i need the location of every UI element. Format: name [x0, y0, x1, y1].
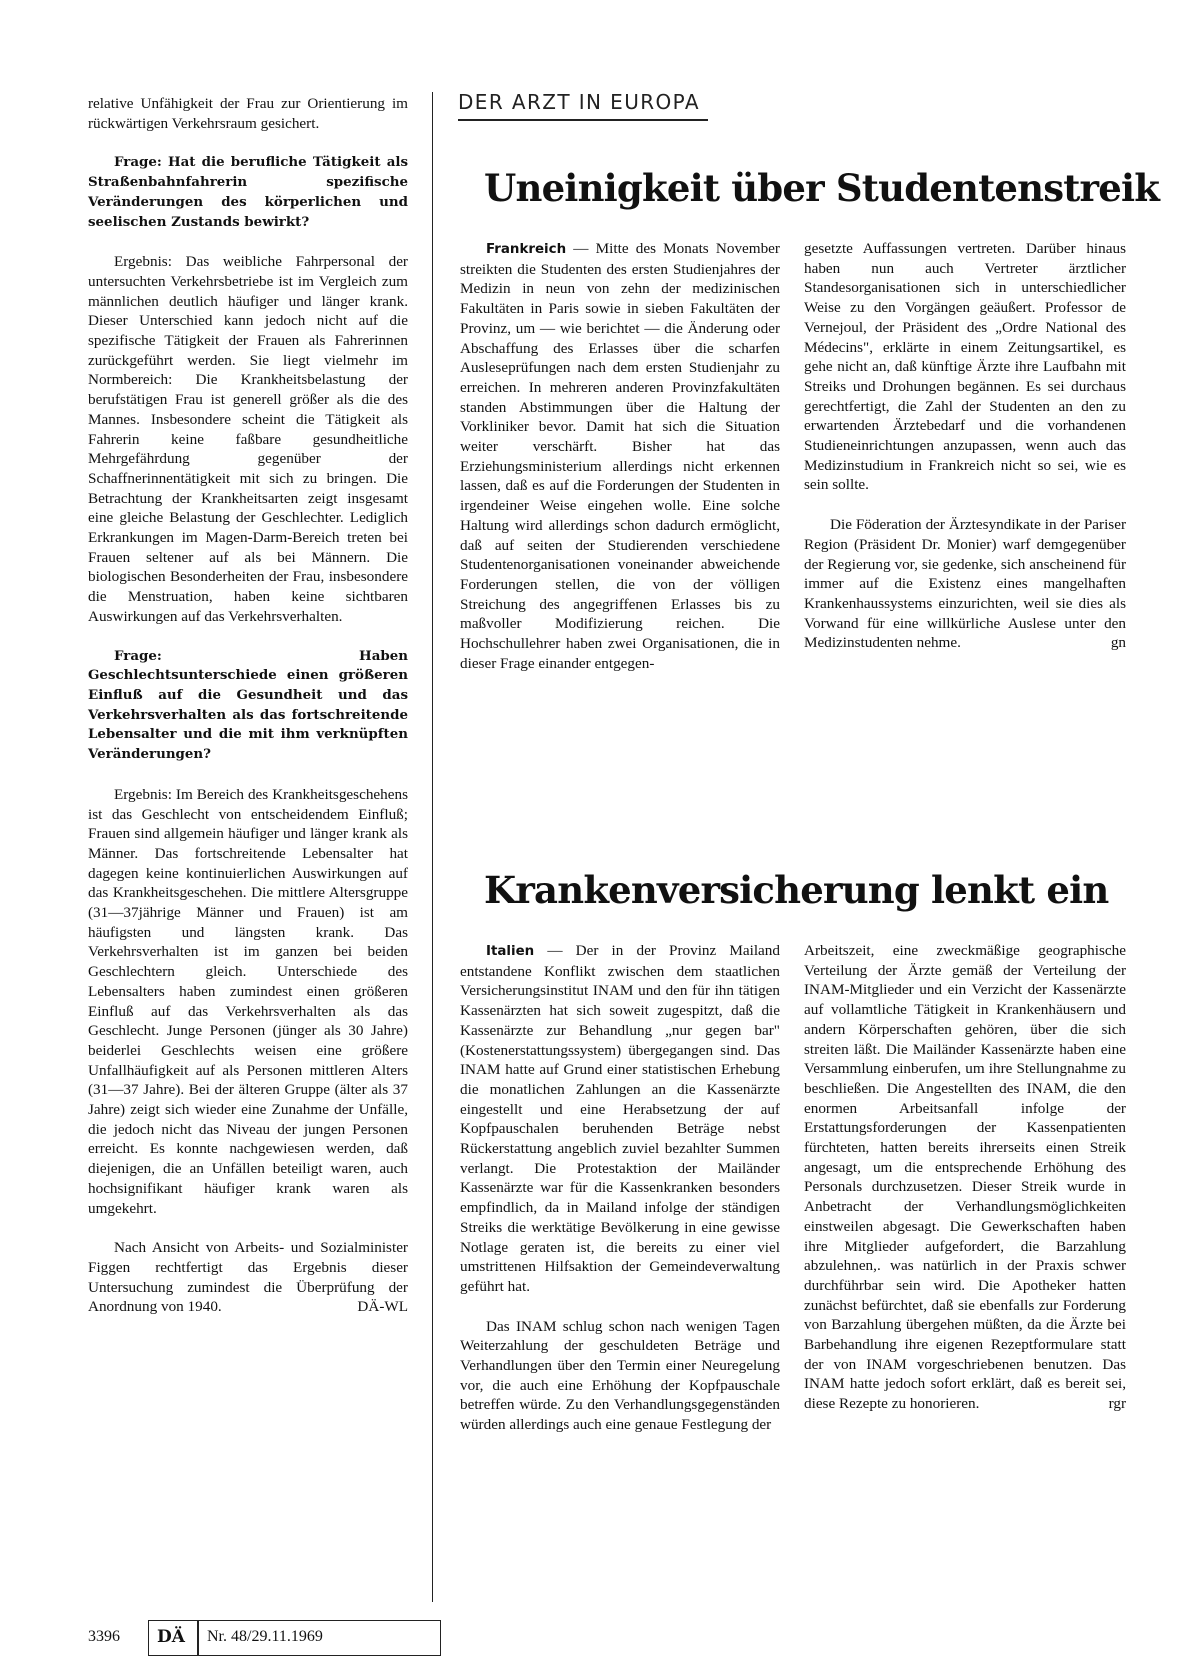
issue-number: Nr. 48/29.11.1969 [207, 1628, 323, 1645]
section-label: DER ARZT IN EUROPA [458, 90, 700, 114]
article1-column-2 [804, 239, 1126, 653]
article2-column-2 [804, 941, 1126, 1414]
left-paragraph-1: relative Unfähigkeit der Frau zur Orientierung im rückwärtigen Verkehrsraum gesichert. [88, 95, 408, 132]
article2-text-2: Das INAM schlug schon nach wenigen Tagen Weiterzahlung der geschuldeten Beträge und Verhandlungen über den Termin einer Neuregelung vor, die auch eine Erhöhung der Kopfpauschale betreffen würde. Zu den Verhandlungsgegenständen würden allerdings auch eine genaue Festlegung der [460, 1317, 780, 1434]
article1-text-1: — Mitte des Monats November streikten die Studenten des ersten Studienjahres der Medizin in neun von zehn der medizinischen Fakultäten in Paris sowie in sieben Fakultäten der Provinz, um — wie berichtet — die Änderung oder Abschaffung des Erlasses über die scharfen Ausleseprüfungen nach dem ersten Studienjahr zu erreichen. In mehreren anderen Provinzfakultäten standen Abstimmungen über die Haltung der Vorkliniker bevor. Damit hat sich die Situation weiter verschärft. Bisher hat das Erziehungsministerium allerdings nicht erkennen lassen, daß es auf die Forderungen der Studenten in irgendeiner Weise eingehen wolle. Eine solche Haltung wird allerdings schon dadurch ermöglicht, daß auf seiten der Studierenden verschiedene Studentenorganisationen voneinander abweichende Forderungen stellen, die von der völligen Streichung des angegriffenen Erlasses bis zu maßvoller Modifizierung reichen. Die Hochschullehrer haben zwei Organisationen, die in dieser Frage einander entgegen- [460, 240, 780, 672]
article1-lead: Frankreich [486, 242, 567, 257]
left-paragraph-4: Nach Ansicht von Arbeits- und Sozialminister Figgen rechtfertigt das Ergebnis dieser Untersuchung zumindest die Überprüfung der Anordnung von 1940. [88, 1239, 408, 1316]
left-paragraph-3: Ergebnis: Im Bereich des Krankheitsgeschehens ist das Geschlecht von entscheidendem Einfluß; Frauen sind allgemein häufiger und länger krank als Männer. Das fortschreitende Lebensalter hat dagegen keine kontinuierlichen Auswirkungen auf das Krankheitsgeschehen. Die mittlere Altersgruppe (31—37jährige Männer und Frauen) ist am häufigsten und längsten krank. Das Verkehrsverhalten ist im ganzen bei beiden Geschlechtern gleich. Unterschiede des Lebensalters haben zumindest einen größeren Einfluß auf das Verkehrsverhalten als das Geschlecht. Junge Personen (jünger als 30 Jahre) beiderlei Geschlechts weisen eine größere Unfallhäufigkeit auf als Personen mittleren Alters (31—37 Jahre). Bei der älteren Gruppe (älter als 37 Jahre) zeigt sich wieder eine Zunahme der Unfälle, die jedoch nicht das Niveau der jungen Personen erreicht. Es konnte nachgewiesen werden, daß diejenigen, die an Unfällen beteiligt waren, auch hochsignifikant häufiger krank waren als umgekehrt. [88, 785, 408, 1217]
section-underline [458, 119, 708, 121]
article2-text-3: Arbeitszeit, eine zweckmäßige geographische Verteilung der Ärzte gemäß der Verteilung der INAM-Mitglieder und ein Verzicht der Kassenärzte auf vollamtliche Tätigkeit in Krankenhäusern und andern Körperschaften gehören, über die sich streiten läßt. Die Mailänder Kassenärzte haben eine Versammlung einberufen, um ihre Stellungnahme zu beschließen. Die Angestellten des INAM, die den enormen Arbeitsanfall infolge der Erstattungsforderungen der Kassenpatienten fürchteten, hatten bereits ihrerseits einen Streik angesagt, um die entsprechende Erhöhung des Personals durchzusetzen. Dieser Streik wurde in Anbetracht der Verhandlungsmöglichkeiten einstweilen abgesagt. Die Gewerkschaften haben ihre Mitglieder aufgefordert, die Barzahlung abzulehnen,. was natürlich in der Praxis schwer durchführbar sein wird. Die Apotheker hatten zunächst befürchtet, daß sie ebenfalls zur Forderung von Barzahlung übergehen müßten, da die Ärzte bei Barbehandlung ihre eigenen Rezeptformulare statt der von INAM vorgeschriebenen benutzen. Das INAM hatte jedoch sofort erklärt, daß es bereit sei, diese Rezepte zu honorieren. [804, 942, 1126, 1413]
left-signature: DÄ-WL [357, 1298, 408, 1316]
column-divider [432, 92, 433, 1602]
issue-box [148, 1620, 441, 1656]
article2-text-1: — Der in der Provinz Mailand entstandene Konflikt zwischen dem staatlichen Versicherungsinstitut INAM und den für ihn tätigen Kassenärzten hat sich soweit zugespitzt, daß die Kassenärzte zur Behandlung „nur gegen bar" (Kostenerstattungssystem) übergegangen sind. Das INAM hatte auf Grund einer statistischen Erhebung die monatlichen Zahlungen an die Kassenärzte eingestellt und eine Herabsetzung der auf Kopfpauschalen beruhenden Beträge nebst Rückerstattung angeblich zuviel bezahlter Summen verlangt. Die Protestaktion der Mailänder Kassenärzte war für die Kassenkranken besonders empfindlich, da in Mailand infolge der ständigen Streiks die werktätige Bevölkerung in eine gewisse Notlage geraten ist, die bereits zu einer viel umstrittenen Hilfsaktion der Gemeindeverwaltung geführt hat. [460, 942, 780, 1295]
left-paragraph-2: Ergebnis: Das weibliche Fahrpersonal der untersuchten Verkehrsbetriebe ist im Vergleich zum männlichen deutlich häufiger und länger krank. Dieser Unterschied kann jedoch nicht auf die spezifische Tätigkeit der Frauen als Fahrerinnen zurückgeführt werden. Sie liegt vielmehr im Normbereich: Die Krankheitsbelastung der berufstätigen Frau ist generell größer als die des Mannes. Insbesondere scheint die Tätigkeit als Fahrerin keine faßbare gesundheitliche Mehrgefährdung gegenüber der Schaffnerinnentätigkeit mit sich zu bringen. Die Betrachtung der Krankheitsarten zeigt insgesamt eine gleiche Belastung der Geschlechter. Lediglich Erkrankungen im Magen-Darm-Bereich treten bei Frauen seltener auf als bei Männern. Die biologischen Besonderheiten der Frau, insbesondere die Menstruation, haben keine sichtbaren Auswirkungen auf das Verkehrsverhalten. [88, 253, 408, 625]
article2-column-1 [460, 941, 780, 1435]
article1-text-2: gesetzte Auffassungen vertreten. Darüber hinaus haben nun auch Vertreter ärztlicher Standesorganisationen sich in unterschiedlicher Weise zu den Vorgängen geäußert. Professor de Vernejoul, der Präsident des „Ordre National des Médecins", erklärte in einem Zeitungsartikel, es gehe nicht an, daß künftige Ärzte ihre Laufbahn mit Streiks und Drohungen begännen. Es sei durchaus gerechtfertigt, die Zahl der Studenten an den zu erwartenden Ärztebedarf und die vorhandenen Studieneinrichtungen anzupassen, wenn auch das Medizinstudium in Frankreich nicht so sei, wie es sein sollte. [804, 240, 1126, 494]
question-1: Frage: Hat die berufliche Tätigkeit als Straßenbahnfahrerin spezifische Veränderungen des körperlichen und seelischen Zustands bewirkt? [88, 154, 408, 230]
article1-column-1 [460, 239, 780, 673]
article1-signature: gn [1110, 634, 1126, 652]
article2-signature: rgr [1108, 1394, 1126, 1412]
article2-headline: Krankenversicherung lenkt ein [484, 868, 1109, 912]
left-column [88, 94, 408, 1317]
journal-logo: DÄ [157, 1627, 185, 1647]
issue-box-divider [197, 1621, 199, 1655]
article1-text-3: Die Föderation der Ärztesyndikate in der Pariser Region (Präsident Dr. Monier) warf demgegenüber der Regierung vor, sie gedenke, sich anscheinend für immer auf die Existenz eines mangelhaften Krankenhaussystems einzurichten, weil sie dies als Vorwand für eine willkürliche Auslese unter den Medizinstudenten nehme. [804, 516, 1126, 652]
article1-headline: Uneinigkeit über Studentenstreik [484, 166, 1160, 210]
question-2: Frage: Haben Geschlechtsunterschiede einen größeren Einfluß auf die Gesundheit und das Verkehrsverhalten als das fortschreitende Lebensalter und die mit ihm verknüpften Veränderungen? [88, 647, 408, 763]
page-number: 3396 [88, 1628, 120, 1645]
article2-lead: Italien [486, 944, 535, 959]
